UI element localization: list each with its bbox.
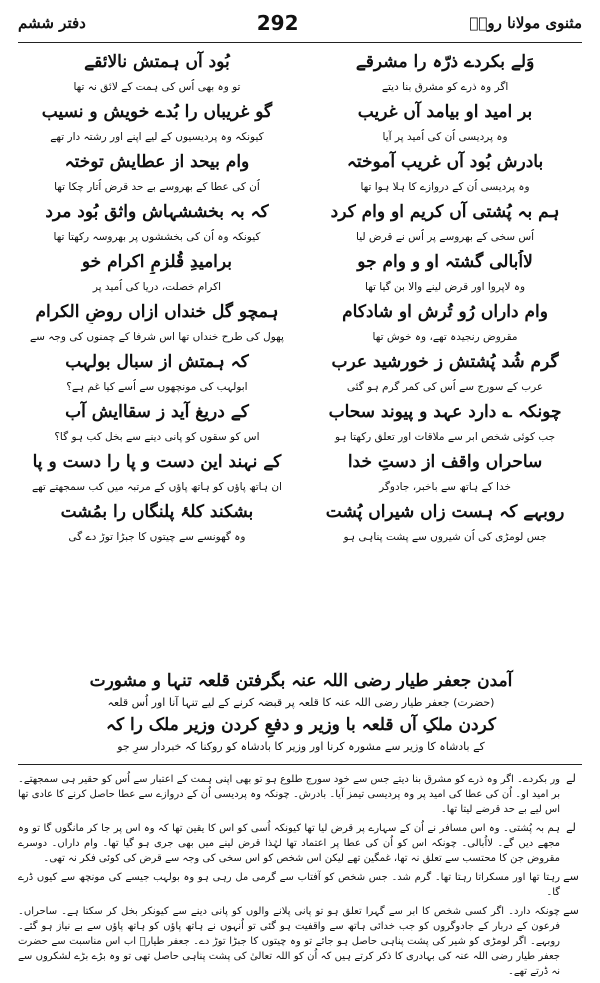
verse-right: بر امید او بیامد آں غریب <box>357 102 533 122</box>
footnote-number: سے <box>563 870 579 883</box>
translation-row <box>24 179 578 195</box>
translation-row <box>24 429 578 445</box>
translation-left: پھول کی طرح خنداں تھا اس شرفا کے چمنوں کی وجہ سے <box>29 331 284 343</box>
verse-right: وام داراں رُو تُرش او شادکام <box>342 302 548 322</box>
section-title-continued-translation: کے بادشاہ کا وزیر سے مشورہ کرنا اور وزیر کا بادشاہ کو روکنا کہ خبردار سرِ جو <box>117 740 485 753</box>
verse-row <box>24 400 578 424</box>
translation-row <box>24 379 578 395</box>
verse-left: کے نہند این دست و پا را دست و پا <box>32 452 282 472</box>
verse-row <box>24 300 578 324</box>
translation-left: وہ گھونسے سے چیتوں کا جبڑا توڑ دے گی <box>68 531 246 543</box>
translation-row <box>24 529 578 545</box>
verse-right: گرم شُد پُشتش ز خورشید عرب <box>331 352 559 372</box>
translation-left: کیونکہ وہ اُن کی بخششوں پر بھروسہ رکھتا تھا <box>53 231 261 243</box>
translation-row <box>24 329 578 345</box>
translation-left: اس کو سقوں کو پانی دینے سے بخل کب ہو گا؟ <box>54 431 260 443</box>
verse-row <box>24 100 578 124</box>
footnote-text: ہم بہ پُشتی۔ وہ اس مسافر نے اُن کے سہارے پر قرض لیا تھا کیونکہ اُسی کو اس کا یقین تھا کہ وہ اس پر جا کر مانگوں گا تو وہ مجھے دیں گے۔ لااُبالی۔ چونکہ اس کو اُن کی عطا پر اعتماد تھا لہٰذا قرض لینے میں بھی جری ہو گیا تھا۔ وام داراں۔ دوسرے مقروض جن کا محتسب سے تعلق نہ تھا، غمگین تھے لیکن اس شخص کو اس سخی کی وجہ سے قرض کی کوئی فکر نہ تھی۔ <box>18 823 560 864</box>
translation-left: ابولہب کی مونچھوں سے اُسے کیا غم ہے؟ <box>66 381 248 393</box>
translation-right: خدا کے ہاتھ سے باخبر، جادوگر <box>379 481 511 493</box>
translation-left: کیونکہ وہ پردیسیوں کے لیے اپنے اور رشتہ دار تھے <box>50 131 264 143</box>
running-title-left: دفتر ششم <box>18 14 86 32</box>
verse-right: ساحراں واقف از دستِ خدا <box>347 452 543 472</box>
translation-left: تو وہ بھی اُس کی ہمت کے لائق نہ تھا <box>73 81 241 93</box>
verse-right: بادرش بُود آں غریب آموختہ <box>346 152 544 172</box>
verse-left: بُود آں ہمتش نالائقے <box>84 52 230 72</box>
verse-left: کہ بہ بخششہاش واثق بُود مرد <box>45 202 269 222</box>
verse-left: ہمچو گل خنداں ازاں روضِ الکرام <box>35 302 279 322</box>
translation-left: اُن کی عطا کے بھروسے بے حد قرض اُتار چکا تھا <box>54 181 260 193</box>
translation-row <box>24 229 578 245</box>
footnote-number: لے <box>566 772 576 785</box>
footnote-text: رہتا تھا اور مسکراتا رہتا تھا۔ گرم شد۔ جس شخص کو آفتاب سے گرمی مل رہی ہو وہ بولہب جیسے کی مونچھ سے کیوں ڈرے گا۔ <box>18 872 560 898</box>
section-title: آمدن جعفر طیار رضی اللہ عنہ بگرفتن قلعہ تنہا و مشورت <box>89 671 513 691</box>
translation-row <box>24 129 578 145</box>
verse-left: بشکند کلۂ پلنگاں را بمُشت <box>60 502 254 522</box>
footnote <box>18 821 582 866</box>
verse-left: برامیدِ قُلزمِ اکرام خو <box>81 252 233 272</box>
verse-right: لااُبالی گشتہ او و وام جو <box>357 252 533 272</box>
verse-row <box>24 500 578 524</box>
verse-right: ہم بہ پُشتی آں کریم او وام کرد <box>330 202 560 222</box>
verse-left: کہ ہمتش از سبال بولہب <box>65 352 249 372</box>
translation-row <box>24 79 578 95</box>
translation-right: مقروض رنجیدہ تھے، وہ خوش تھا <box>372 331 518 343</box>
section-title-continued: کردن ملکِ آں قلعہ با وزیر و دفعِ کردن وزیر ملک را کہ <box>105 715 496 735</box>
footnote-rule <box>18 764 582 765</box>
page-number: 292 <box>256 11 299 35</box>
verse-block <box>24 50 578 690</box>
footnotes <box>18 772 582 983</box>
verse-right: وَلے بکردے ذرّہ را مشرقے <box>355 52 535 72</box>
verse-left: وام بیحد از عطایش توختہ <box>64 152 250 172</box>
footnote-number: لے <box>566 821 576 834</box>
translation-right: وہ پردیسی اُن کی اُمید پر آیا <box>382 131 508 143</box>
translation-right: اُس سخی کے بھروسے پر اُس نے قرض لیا <box>356 231 535 243</box>
verse-left: گو غریباں را بُدے خویش و نسیب <box>41 102 273 122</box>
verse-row <box>24 450 578 474</box>
verse-row <box>24 200 578 224</box>
footnote-number: سے <box>563 904 579 917</box>
running-title-right: مثنوی مولانا رومؒ <box>469 14 582 32</box>
footnote-text: ور بکردے۔ اگر وہ ذرے کو مشرق بنا دیتے جس سے خود سورج طلوع ہو تو بھی اپنی ہمت کے اعتبار سے اُس کو حقیر ہی سمجھتے۔ بر امید او۔ اُن کی عطا کی امید پر وہ پردیسی تیمز آیا۔ بادرش۔ چونکہ وہ پردیسی اُن کے دروازے سے عطا حاصل کرنے کا عادی تھا اس لیے بے حد قرضے لیتا تھا۔ <box>18 774 560 815</box>
verse-left: کے دریغ آید ز سقاایش آب <box>65 402 249 422</box>
translation-right: جب کوئی شخص ابر سے ملاقات اور تعلق رکھتا ہو <box>335 431 556 443</box>
footnote <box>18 772 582 817</box>
page-header <box>18 8 582 38</box>
header-rule <box>18 42 582 43</box>
translation-right: عرب کے سورج سے اُس کی کمر گرم ہو گئی <box>346 381 544 393</box>
translation-row <box>24 279 578 295</box>
translation-right: جس لومڑی کی اُن شیروں سے پشت پناہی ہو <box>343 531 547 543</box>
verse-row <box>24 150 578 174</box>
footnote <box>18 904 582 979</box>
translation-right: اگر وہ ذرے کو مشرق بنا دیتے <box>381 81 509 93</box>
translation-right: وہ پردیسی اُن کے دروازے کا ہلا ہوا تھا <box>360 181 530 193</box>
verse-row <box>24 250 578 274</box>
verse-row <box>24 50 578 74</box>
verse-row <box>24 350 578 374</box>
verse-right: روبہے کہ ہست زاں شیراں پُشت <box>325 502 565 522</box>
translation-right: وہ لاپروا اور قرض لینے والا بن گیا تھا <box>365 281 526 293</box>
section-title-translation: (حضرت) جعفر طیار رضی اللہ عنہ کا قلعہ پر قبضہ کرنے کے لیے تنہا آنا اور اُس قلعہ <box>107 696 495 709</box>
translation-left: اکرام خصلت، دریا کی اُمید پر <box>92 281 222 293</box>
verse-right: چونکہ ؎ دارد عہد و پیوند سحاب <box>328 402 562 422</box>
section-heading <box>24 668 578 756</box>
translation-left: ان ہاتھ پاؤں کو ہاتھ پاؤں کے مرتبہ میں کب سمجھتے تھے <box>31 481 282 493</box>
translation-row <box>24 479 578 495</box>
footnote <box>18 870 582 900</box>
footnote-text: چونکہ دارد۔ اگر کسی شخص کا ابر سے گہرا تعلق ہو تو پانی پلانے والوں کو پانی دینے سے کیونکر بخل کر سکتا ہے۔ ساحراں۔ فرعون کے دربار کے جادوگروں کو جب خدائی ہاتھ سے واقفیت ہو گئی تو اُنہوں نے ہاتھ پاؤں کو ہاتھ پاؤں سے بے نیاز ہو گئے۔ روبہے۔ اگر لومڑی کو شیر کی پشت پناہی حاصل ہو جائے تو وہ چیتوں کا جبڑا توڑ دے۔ جعفر طیارؓ اب اس مناسبت سے حضرت جعفر طیار رضی اللہ عنہ کی بہادری کا ذکر کرتے ہیں کہ اُن کو اللہ تعالیٰ کی پشت پناہی حاصل تھی تو وہ بڑے بڑے لشکروں سے نہ ڈرتے تھے۔ <box>18 906 560 977</box>
